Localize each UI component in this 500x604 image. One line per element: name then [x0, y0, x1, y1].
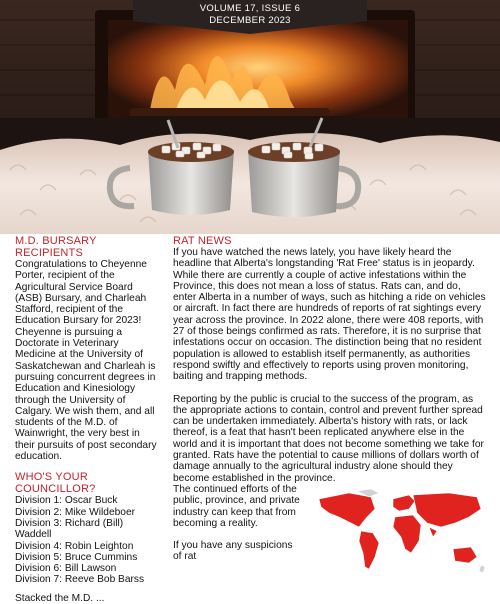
cutoff-text: Stacked the M.D. ... [15, 592, 105, 604]
europe-region [393, 495, 415, 511]
councillor-item: Division 6: Bill Lawson [15, 563, 117, 575]
councillor-item: Division 7: Reeve Bob Barss [15, 574, 145, 586]
south-america-region [359, 531, 379, 569]
right-column [173, 235, 486, 563]
rat-news-para-3: The continued efforts of the public, province, and private industry can keep that from becoming a reality. [173, 483, 300, 529]
rat-news-para-2: Reporting by the public is crucial to the success of the program, as the appropriate actions to contain, control and prevent further spread can be undertaken immediately. Alberta's history with rats, or lack thereof, is a feat that hasn't been replicated anywhere else in the world and it is important that does not become something we take for granted. Rats have the potential to cause millions of dollars worth of damage annually to the agricultural industry alone should they become established in the province. [173, 393, 484, 484]
volume-issue-line: VOLUME 17, ISSUE 6 [199, 3, 301, 14]
hero-photo [0, 0, 500, 234]
australia-region [453, 547, 477, 563]
rat-news-heading: RAT NEWS [173, 235, 232, 247]
councillor-item: Division 3: Richard (Bill) Waddell [15, 517, 124, 541]
councillor-item: Division 4: Robin Leighton [15, 540, 134, 552]
councillor-list [15, 495, 162, 585]
councillor-item: Division 5: Bruce Cummins [15, 551, 138, 563]
councillor-heading: WHO'S YOUR COUNCILLOR? [15, 471, 96, 496]
issue-date: DECEMBER 2023 [209, 14, 291, 26]
left-column [15, 235, 162, 604]
map-wrap [173, 484, 486, 563]
world-rat-distribution-map-icon [309, 487, 491, 582]
rat-news-para-1: If you have watched the news lately, you have likely heard the headline that Alberta's longstanding 'Rat Free' status is in jeopardy. While there are currently a couple of active infestations within the Province, this does not mean a loss of status. Rats can, and do, enter Alberta in a number of ways, such as hitching a ride on vehicles or aircraft. In fact there are hundreds of reports of rat sightings every year across the province. In 2022 alone, there were 408 reports, with 27 of those beings confirmed as rats. Therefore, it is no surprise that infestations occur on occasion. The distinction being that no resident population is allowed to establish itself permanently, as authorities respond swiftly and effectively to reports using proven monitoring, baiting and trapping methods. [173, 247, 486, 383]
india-tip-region [429, 527, 437, 537]
bursary-heading: M.D. BURSARY RECIPIENTS [15, 235, 97, 259]
fireplace-mugs-photo [0, 0, 500, 234]
rat-news-para-4: If you have any suspicions of rat [173, 540, 293, 563]
africa-region [393, 515, 421, 553]
world-map [309, 487, 491, 582]
new-zealand-region [479, 565, 485, 573]
councillor-item: Division 2: Mike Wildeboer [15, 506, 136, 518]
bursary-body: Congratulations to Cheyenne Porter, recipient of the Agricultural Service Board (ASB) Bursary, and Charleah Stafford, recipient of the Education Bursary for 2023! Cheyenne is pursuing a Doctorate in Veterinary Medicine at the University of Saskatchewan and Charleah is pursuing concurrent degrees in Education and Kinesiology through the University of Calgary. We wish them, and all students of the M.D. of Wainwright, the very best in their pursuits of post secondary education. [15, 259, 157, 463]
north-america-region [319, 493, 375, 527]
asia-region [413, 493, 481, 527]
councillor-item: Division 1: Oscar Buck [15, 495, 118, 507]
